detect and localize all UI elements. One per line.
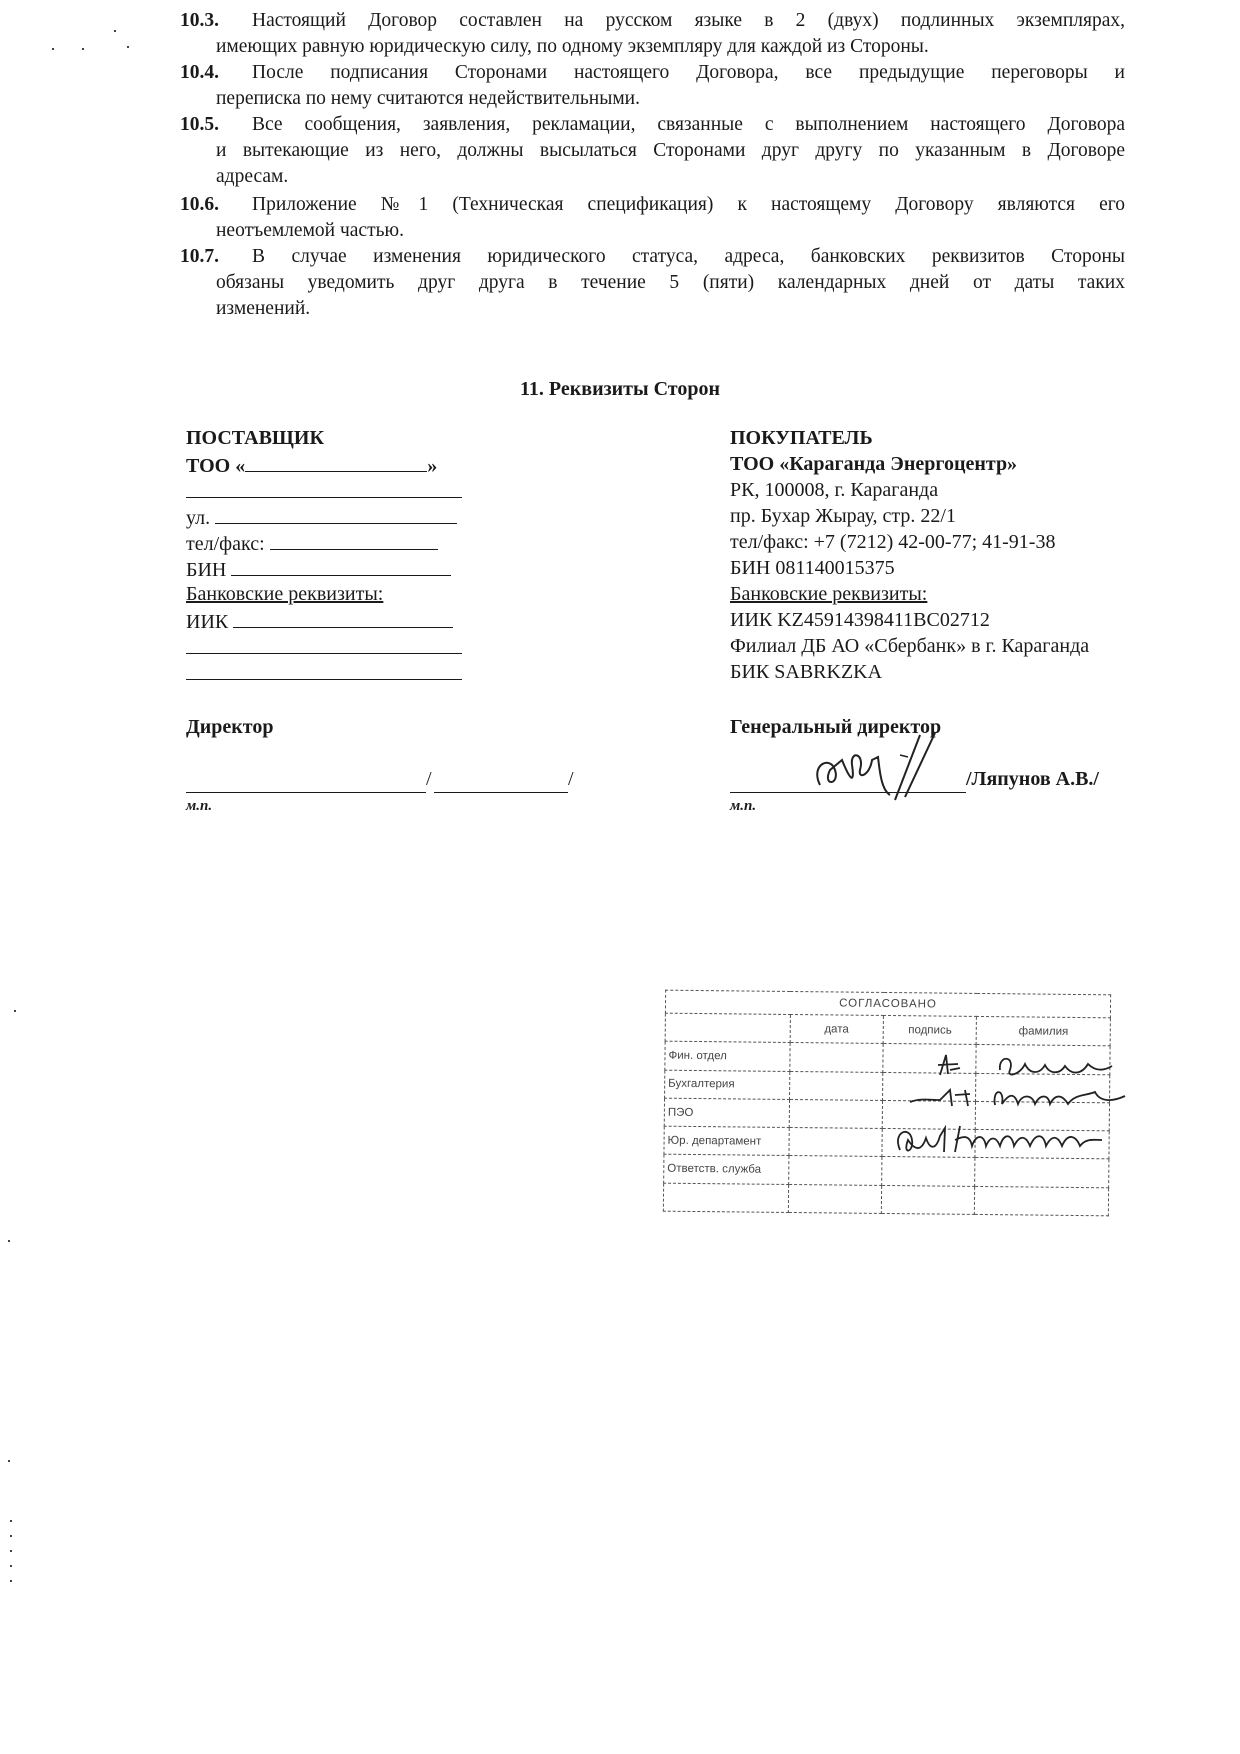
clause-text: После подписания Сторонами настоящего Договора, все предыдущие переговоры и xyxy=(252,62,1125,83)
clause-text: В случае изменения юридического статуса, адреса, банковских реквизитов Стороны xyxy=(252,246,1125,267)
supplier-phone xyxy=(186,529,486,555)
buyer-bank-name: Филиал ДБ АО «Сбербанк» в г. Караганда xyxy=(730,635,1090,657)
buyer-bin: БИН 081140015375 xyxy=(730,557,895,579)
supplier-slash: / xyxy=(568,768,574,790)
supplier-bin xyxy=(186,555,486,581)
bin-label: БИН xyxy=(186,559,227,581)
supplier-stamp-place: м.п. xyxy=(186,798,213,814)
approval-stamp xyxy=(663,990,1111,1217)
approval-column-header: подпись xyxy=(883,1016,977,1045)
approval-row-label: Юр. департамент xyxy=(664,1126,789,1156)
phone-blank xyxy=(270,529,438,550)
buyer-position: Генеральный директор xyxy=(730,716,942,738)
clause-number: 10.4. xyxy=(180,62,219,83)
clause-10-6 xyxy=(180,192,1125,244)
iik-blank xyxy=(233,607,453,628)
buyer-bank-label: Банковские реквизиты: xyxy=(730,583,928,605)
supplier-iik xyxy=(186,607,486,633)
clause-10-5 xyxy=(180,112,1125,190)
clause-number: 10.7. xyxy=(180,246,219,267)
bin-blank xyxy=(231,555,451,576)
buyer-city: РК, 100008, г. Караганда xyxy=(730,479,939,501)
buyer-heading: ПОКУПАТЕЛЬ xyxy=(730,427,873,449)
clause-text: и вытекающие из него, должны высылаться Сторонами друг другу по указанным в Договоре xyxy=(216,140,1125,161)
company-suffix: » xyxy=(427,455,438,477)
supplier-bank-label: Банковские реквизиты: xyxy=(186,583,384,605)
company-prefix: ТОО « xyxy=(186,455,246,477)
clause-text: Все сообщения, заявления, рекламации, связанные с выполнением настоящего Договора xyxy=(252,114,1125,135)
supplier-position: Директор xyxy=(186,716,274,738)
supplier-company xyxy=(186,451,486,477)
clause-text: адресам. xyxy=(216,166,289,187)
approval-table xyxy=(663,990,1111,1217)
clause-10-4 xyxy=(180,60,1125,112)
buyer-signature-line xyxy=(730,792,966,793)
approval-row-label: Ответств. служба xyxy=(664,1155,789,1185)
supplier-details xyxy=(186,425,486,685)
clause-number: 10.3. xyxy=(180,10,219,31)
clause-10-3 xyxy=(180,8,1125,60)
supplier-signature-line xyxy=(186,792,426,793)
street-blank xyxy=(215,503,457,524)
company-blank xyxy=(245,451,427,472)
approval-row-label: Фин. отдел xyxy=(665,1042,790,1072)
supplier-street xyxy=(186,503,486,529)
clause-10-7 xyxy=(180,244,1125,322)
clause-text: изменений. xyxy=(216,298,311,319)
approval-row-label: Бухгалтерия xyxy=(665,1070,790,1100)
supplier-blank-line xyxy=(186,477,486,503)
buyer-bik: БИК SABRKZKA xyxy=(730,661,883,683)
supplier-heading: ПОСТАВЩИК xyxy=(186,427,324,449)
clause-text: обязаны уведомить друг друга в течение 5 (пяти) календарных дней от даты таких xyxy=(216,272,1125,293)
clause-text: неотъемлемой частью. xyxy=(216,220,404,241)
approval-column-header: фамилия xyxy=(977,1017,1111,1047)
iik-label: ИИК xyxy=(186,611,229,633)
buyer-phone: тел/факс: +7 (7212) 42-00-77; 41-91-38 xyxy=(730,531,1056,553)
approval-column-header: дата xyxy=(790,1015,884,1044)
supplier-name-line xyxy=(434,792,568,793)
clause-text: имеющих равную юридическую силу, по одному экземпляру для каждой из Стороны. xyxy=(216,36,929,57)
clause-text: Приложение №1 (Техническая спецификация) к настоящему Договору являются его xyxy=(252,194,1125,215)
supplier-blank-line xyxy=(186,633,486,659)
section-title: 11. Реквизиты Сторон xyxy=(520,378,720,400)
buyer-street: пр. Бухар Жырау, стр. 22/1 xyxy=(730,505,956,527)
clause-number: 10.5. xyxy=(180,114,219,135)
phone-label: тел/факс: xyxy=(186,533,265,555)
buyer-company: ТОО «Караганда Энергоцентр» xyxy=(730,453,1018,475)
supplier-slash: / xyxy=(426,768,432,790)
buyer-signer: /Ляпунов А.В./ xyxy=(966,768,1099,790)
approval-title: СОГЛАСОВАНО xyxy=(665,990,1110,1018)
street-label: ул. xyxy=(186,507,211,529)
clause-text: переписка по нему считаются недействительными. xyxy=(216,88,640,109)
buyer-details xyxy=(730,425,1150,685)
supplier-blank-line xyxy=(186,659,486,685)
clause-number: 10.6. xyxy=(180,194,219,215)
table-row xyxy=(663,1183,1108,1216)
buyer-stamp-place: м.п. xyxy=(730,798,757,814)
approval-row-label: ПЭО xyxy=(664,1098,789,1128)
clause-text: Настоящий Договор составлен на русском языке в 2 (двух) подлинных экземплярах, xyxy=(252,10,1125,31)
buyer-iik: ИИК KZ45914398411BC02712 xyxy=(730,609,990,631)
approval-column-header xyxy=(665,1013,790,1043)
